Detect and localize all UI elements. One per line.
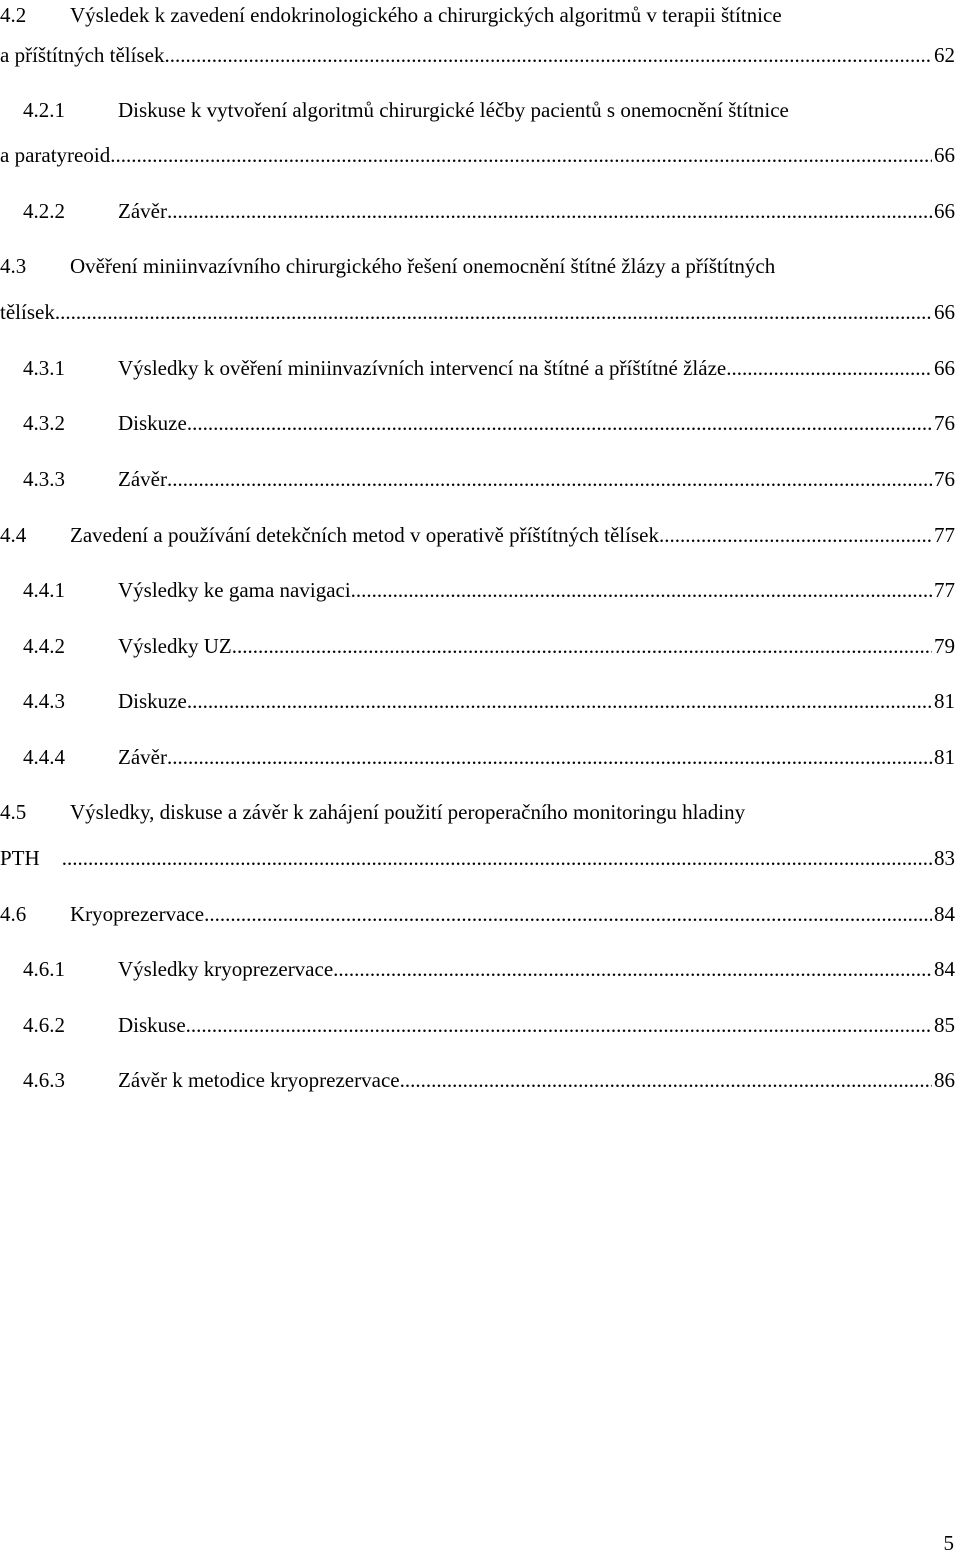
toc-entry[interactable]: [0, 954, 955, 984]
toc-entry-number: 4.2.2: [23, 199, 65, 223]
toc-entry-page: 77: [934, 523, 955, 547]
toc-entry-title: Výsledky UZ: [118, 634, 232, 658]
toc-entry-number: 4.4.1: [23, 578, 65, 602]
toc-entry[interactable]: [0, 251, 955, 281]
toc-entry-number: 4.3.3: [23, 467, 65, 491]
toc-entry-title: Diskuze: [118, 411, 187, 435]
toc-entry-line: [118, 742, 955, 772]
toc-entry-line: [118, 954, 955, 984]
toc-leader-dots: [115, 140, 932, 170]
toc-leader-dots: [400, 1065, 932, 1095]
toc-entry-title: PTH: [0, 846, 40, 870]
toc-entry-page: 84: [934, 957, 955, 981]
toc-leader-dots: [333, 954, 932, 984]
toc-entry-line: [118, 464, 955, 494]
toc-entry-line: [118, 575, 955, 605]
toc-entry-title: Závěr: [118, 467, 167, 491]
toc-entry[interactable]: [0, 575, 955, 605]
toc-entry-title: a paratyreoid.: [0, 143, 116, 167]
toc-leader-dots: [167, 196, 932, 226]
toc-entry-page: 79: [934, 634, 955, 658]
toc-entry[interactable]: [0, 1065, 955, 1095]
toc-entry-page: 76: [934, 411, 955, 435]
toc-entry-title: Výsledky kryoprezervace: [118, 957, 334, 981]
toc-entry-line: [118, 686, 955, 716]
toc-entry-line: [0, 40, 955, 70]
toc-entry-continuation[interactable]: [0, 140, 955, 170]
toc-entry[interactable]: [0, 0, 955, 30]
toc-leader-dots: [187, 686, 932, 716]
toc-entry[interactable]: [0, 353, 955, 383]
toc-entry-title-line1: Výsledek k zavedení endokrinologického a chirurgických algoritmů v terapii štítnice: [70, 3, 782, 27]
toc-entry[interactable]: [0, 899, 955, 929]
toc-entry-title: tělísek: [0, 300, 55, 324]
toc-entry-number: 4.6: [0, 902, 27, 926]
toc-entry-line: [118, 1010, 955, 1040]
toc-entry-title: Diskuse: [118, 1013, 186, 1037]
toc-entry-title: Závěr: [118, 199, 167, 223]
toc-entry[interactable]: [0, 686, 955, 716]
toc-entry[interactable]: [0, 1010, 955, 1040]
toc-entry-page: 66: [934, 199, 955, 223]
toc-entry[interactable]: [0, 464, 955, 494]
toc-entry[interactable]: [0, 408, 955, 438]
toc-entry-line: [118, 196, 955, 226]
toc-entry-line: [0, 297, 955, 327]
toc-entry-continuation[interactable]: [0, 843, 955, 873]
toc-entry-line: [70, 899, 955, 929]
toc-entry-page: 66: [934, 356, 955, 380]
toc-entry[interactable]: [0, 631, 955, 661]
toc-entry-number: 4.2.1: [23, 98, 65, 122]
toc-entry-number: 4.4.2: [23, 634, 65, 658]
toc-entry-page: 66: [934, 300, 955, 324]
toc-entry-line: [118, 408, 955, 438]
toc-leader-dots: [62, 843, 932, 873]
toc-entry-page: 66: [934, 143, 955, 167]
toc-entry-number: 4.6.3: [23, 1068, 65, 1092]
toc-entry-title: Závěr: [118, 745, 167, 769]
toc-entry-title-line1: Diskuse k vytvoření algoritmů chirurgické léčby pacientů s onemocnění štítnice: [118, 98, 789, 122]
toc-entry-title: Závěr k metodice kryoprezervace: [118, 1068, 400, 1092]
toc-entry-line: [70, 520, 955, 550]
toc-leader-dots: [351, 575, 932, 605]
toc-entry-number: 4.3: [0, 254, 27, 278]
toc-entry-title: Diskuze: [118, 689, 187, 713]
toc-leader-dots: [204, 899, 932, 929]
toc-entry-title: Kryoprezervace: [70, 902, 205, 926]
toc-entry-number: 4.4: [0, 523, 27, 547]
toc-entry-number: 4.4.4: [23, 745, 65, 769]
toc-entry-title-line1: Ověření miniinvazívního chirurgického řešení onemocnění štítné žlázy a příštítných: [70, 254, 776, 278]
toc-entry-line: [0, 843, 955, 873]
toc-entry[interactable]: [0, 520, 955, 550]
toc-entry-page: 77: [934, 578, 955, 602]
toc-leader-dots: [232, 631, 932, 661]
toc-entry-title: Výsledky ke gama navigaci: [118, 578, 351, 602]
toc-entry-number: 4.3.1: [23, 356, 65, 380]
toc-entry-title-line1: Výsledky, diskuse a závěr k zahájení použití peroperačního monitoringu hladiny: [70, 800, 746, 824]
toc-entry-page: 76: [934, 467, 955, 491]
toc-entry-page: 85: [934, 1013, 955, 1037]
toc-entry-number: 4.4.3: [23, 689, 65, 713]
toc-leader-dots: [186, 1010, 932, 1040]
toc-entry-title: Výsledky k ověření miniinvazívních intervencí na štítné a příštítné žláze: [118, 356, 727, 380]
toc-entry-number: 4.2: [0, 3, 27, 27]
toc-entry-page: 84: [934, 902, 955, 926]
toc-entry-page: 62: [934, 43, 955, 67]
toc-leader-dots: [726, 353, 932, 383]
toc-entry-line: [118, 353, 955, 383]
toc-entry-page: 81: [934, 689, 955, 713]
toc-entry[interactable]: [0, 797, 955, 827]
toc-entry-continuation[interactable]: [0, 40, 955, 70]
toc-entry-number: 4.5: [0, 800, 27, 824]
toc-leader-dots: [187, 408, 932, 438]
toc-entry-number: 4.3.2: [23, 411, 65, 435]
toc-entry-number: 4.6.1: [23, 957, 65, 981]
toc-leader-dots: [167, 742, 932, 772]
toc-entry-title: Zavedení a používání detekčních metod v operativě příštítných tělísek: [70, 523, 659, 547]
toc-entry-continuation[interactable]: [0, 297, 955, 327]
toc-entry-page: 83: [934, 846, 955, 870]
page-number: 5: [943, 1531, 954, 1555]
toc-leader-dots: [167, 464, 932, 494]
toc-entry-number: 4.6.2: [23, 1013, 65, 1037]
toc-entry-page: 86: [934, 1068, 955, 1092]
toc-entry[interactable]: [0, 95, 955, 125]
toc-entry-title: a příštítných tělísek: [0, 43, 165, 67]
toc-entry-line: [0, 140, 955, 170]
toc-entry[interactable]: [0, 196, 955, 226]
toc-entry[interactable]: [0, 742, 955, 772]
toc-entry-page: 81: [934, 745, 955, 769]
toc-entry-line: [118, 631, 955, 661]
toc-leader-dots: [55, 297, 932, 327]
toc-entry-line: [118, 1065, 955, 1095]
toc-leader-dots: [164, 40, 932, 70]
toc-leader-dots: [659, 520, 932, 550]
